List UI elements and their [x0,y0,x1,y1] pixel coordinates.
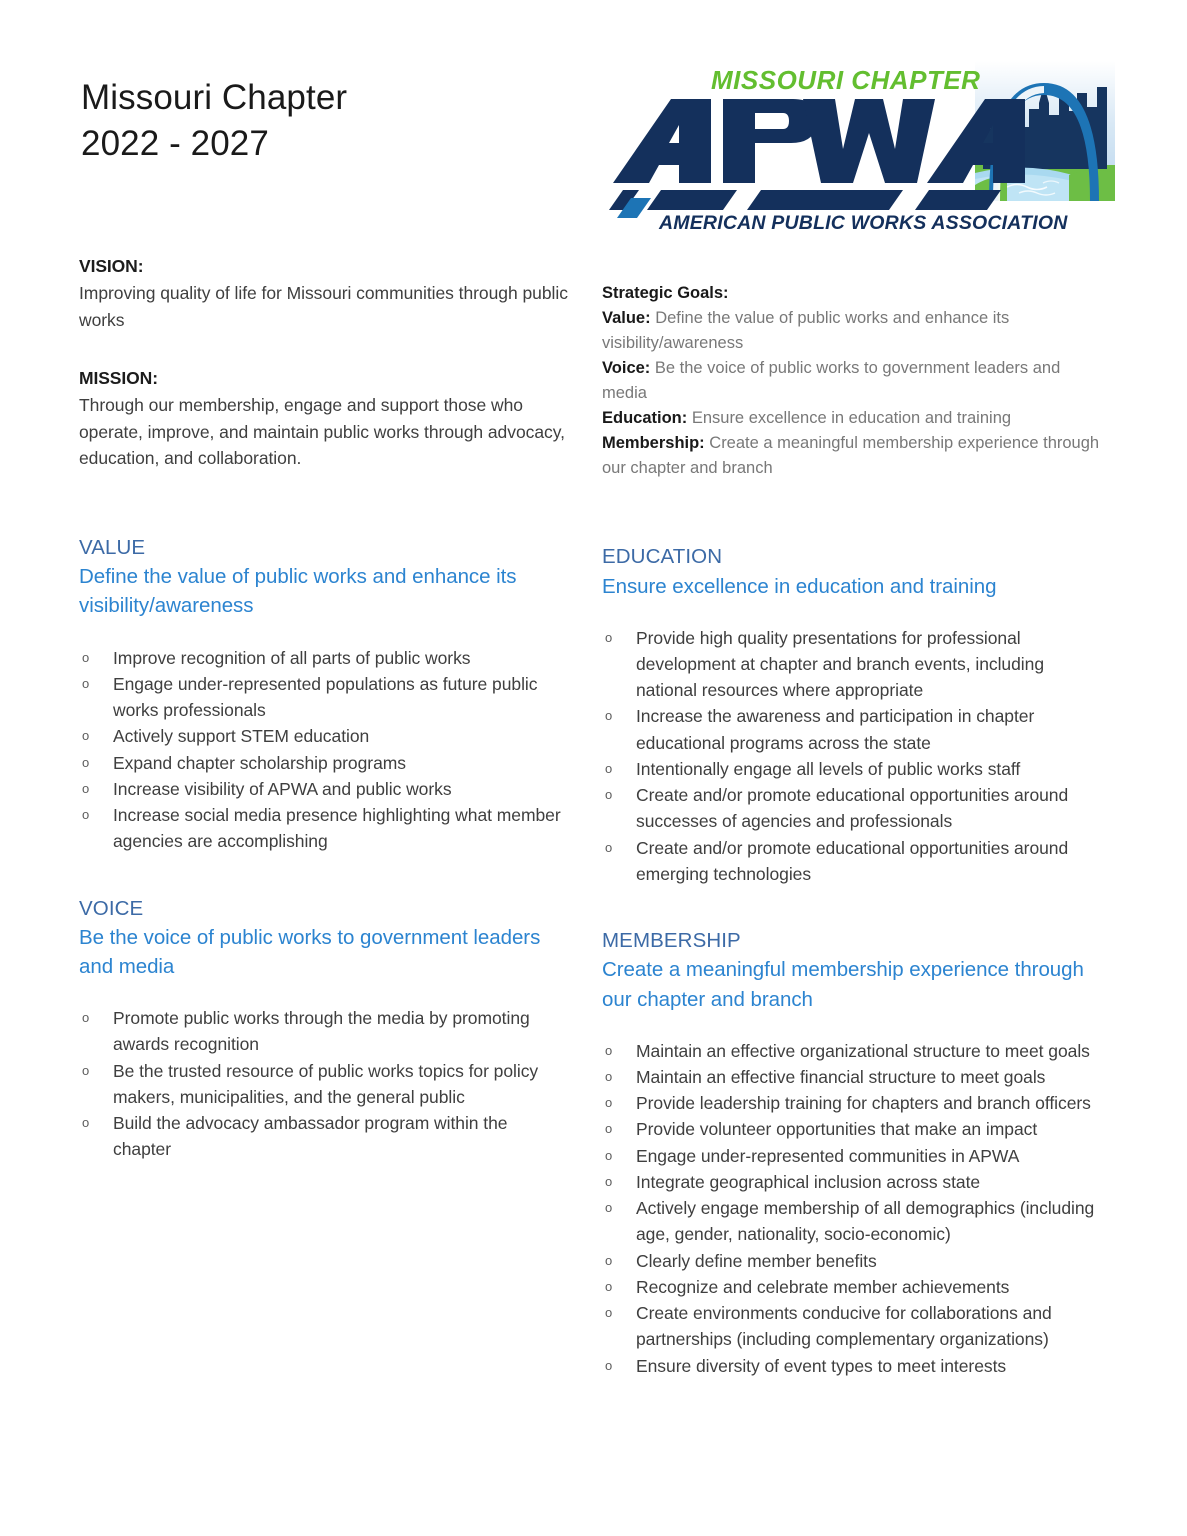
page-header [0,0,1187,250]
mission-label: MISSION: [79,367,158,388]
strategic-goals-block [602,281,1107,481]
list-item [79,723,569,749]
section-value [79,534,569,855]
section-membership [602,927,1107,1379]
list-item [602,625,1107,704]
list-item-text: Maintain an effective financial structure to meet goals [636,1066,1046,1087]
bullet-marker-icon: o [605,1252,613,1268]
bullet-marker-icon: o [82,754,90,770]
spacer [79,621,569,645]
list-item-text: Engage under-represented populations as future public works professionals [113,673,538,721]
apwa-missouri-chapter-logo [603,57,1115,235]
logo-chapter-text: MISSOURI CHAPTER [711,65,981,95]
list-item-text: Increase the awareness and participation in chapter educational programs across the state [636,706,1035,753]
strategic-goal-label: Education: [602,409,688,428]
spacer [79,855,569,895]
bullet-marker-icon: o [82,1010,90,1026]
list-item [602,703,1107,756]
list-item-text: Maintain an effective organizational structure to meet goals [636,1040,1090,1061]
list-item [79,1058,569,1111]
strategic-goal-item [602,356,1107,406]
section-voice [79,895,569,1163]
list-item [602,1353,1107,1379]
list-item [602,1116,1107,1142]
bullet-marker-icon: o [605,1305,613,1321]
section-value-heading: VALUE [79,536,146,560]
bullet-marker-icon: o [605,760,613,776]
right-column [602,281,1107,1379]
strategic-goal-label: Membership: [602,434,705,453]
logo-association-text: AMERICAN PUBLIC WORKS ASSOCIATION [659,212,1068,234]
bullet-marker-icon: o [82,780,90,796]
list-item [602,1143,1107,1169]
bullet-marker-icon: o [605,1042,613,1058]
spacer [79,472,569,534]
bullet-marker-icon: o [82,649,90,665]
list-item-text: Ensure diversity of event types to meet interests [636,1355,1007,1376]
list-item [79,802,569,855]
list-item [602,1195,1107,1248]
list-item [79,1110,569,1163]
bullet-marker-icon: o [605,1147,613,1163]
list-item-text: Integrate geographical inclusion across state [636,1171,981,1192]
bullet-marker-icon: o [605,1278,613,1294]
list-item-text: Be the trusted resource of public works topics for policy makers, municipalities, and the general public [113,1060,539,1107]
bullet-marker-icon: o [605,787,613,803]
list-item-text: Increase social media presence highlighting what member agencies are accomplishing [113,805,561,852]
list-item [602,1090,1107,1116]
list-item-text: Recognize and celebrate member achievements [636,1276,1010,1297]
bullet-marker-icon: o [605,1173,613,1189]
list-item-text: Create and/or promote educational opportunities around successes of agencies and professionals [636,785,1069,832]
list-item [79,671,569,724]
section-education [602,543,1107,887]
strategic-goal-text: Ensure excellence in education and training [687,409,1012,428]
list-item-text: Build the advocacy ambassador program within the chapter [113,1113,508,1160]
bullet-marker-icon: o [82,807,90,823]
list-item-text: Promote public works through the media by promoting awards recognition [113,1008,530,1055]
section-voice-heading: VOICE [79,896,144,920]
spacer [602,481,1107,543]
bullet-marker-icon: o [82,728,90,744]
bullet-marker-icon: o [82,1062,90,1078]
list-item-text: Actively engage membership of all demographics (including age, gender, nationality, socio-economic) [636,1198,1095,1245]
list-item [602,835,1107,888]
section-education-heading: EDUCATION [602,545,723,569]
list-item-text: Intentionally engage all levels of public works staff [636,758,1021,779]
logo-apwa-wordmark [613,99,1025,183]
bullet-marker-icon: o [605,839,613,855]
vision-label: VISION: [79,256,144,276]
strategic-goal-item [602,406,1107,431]
list-item [602,782,1107,835]
bullet-marker-icon: o [605,1200,613,1216]
list-item [79,1005,569,1058]
section-voice-bullets [79,1005,569,1163]
list-item-text: Provide volunteer opportunities that make an impact [636,1119,1038,1140]
list-item [79,645,569,671]
spacer [602,1014,1107,1038]
strategic-goal-text: Define the value of public works and enhance its visibility/awareness [602,308,1010,352]
mission-block [79,365,569,472]
bullet-marker-icon: o [605,708,613,724]
section-membership-subheading: Create a meaningful membership experience through our chapter and branch [602,958,1084,1011]
list-item-text: Create and/or promote educational opportunities around emerging technologies [636,837,1069,884]
title-line-2: 2022 - 2027 [81,124,269,164]
list-item [602,1038,1107,1064]
spacer [602,887,1107,927]
strategic-goal-text: Create a meaningful membership experience through our chapter and branch [602,434,1100,478]
strategic-goal-label: Voice: [602,358,651,377]
section-value-subheading: Define the value of public works and enhance its visibility/awareness [79,565,517,618]
list-item-text: Increase visibility of APWA and public works [113,778,452,799]
bullet-marker-icon: o [82,1115,90,1131]
section-value-bullets [79,645,569,855]
list-item [602,756,1107,782]
spacer [602,601,1107,625]
list-item [602,1169,1107,1195]
title-line-1: Missouri Chapter [81,78,348,117]
list-item [602,1064,1107,1090]
list-item [602,1300,1107,1353]
spacer [79,334,569,365]
bullet-marker-icon: o [605,1121,613,1137]
list-item-text: Create environments conducive for collaborations and partnerships (including complementary organizations) [636,1303,1052,1350]
strategic-goal-text: Be the voice of public works to government leaders and media [602,358,1061,402]
section-voice-subheading: Be the voice of public works to government leaders and media [79,925,541,978]
list-item-text: Expand chapter scholarship programs [113,752,406,773]
bullet-marker-icon: o [82,675,90,691]
strategic-goals-list [602,306,1107,482]
list-item-text: Clearly define member benefits [636,1250,877,1271]
list-item [79,776,569,802]
strategic-goal-item [602,306,1107,356]
list-item-text: Actively support STEM education [113,726,370,747]
mission-text: Through our membership, engage and support those who operate, improve, and maintain public works through advocacy, education, and collaboration. [79,394,565,469]
vision-text: Improving quality of life for Missouri communities through public works [79,283,568,330]
list-item [79,750,569,776]
bullet-marker-icon: o [605,1068,613,1084]
strategic-goal-label: Value: [602,308,651,327]
list-item-text: Engage under-represented communities in APWA [636,1145,1020,1166]
bullet-marker-icon: o [605,1357,613,1373]
bullet-marker-icon: o [605,629,613,645]
list-item-text: Provide leadership training for chapters and branch officers [636,1093,1091,1114]
strategic-goal-item [602,431,1107,481]
section-membership-bullets [602,1038,1107,1379]
vision-block [79,253,569,334]
bullet-marker-icon: o [605,1095,613,1111]
list-item-text: Improve recognition of all parts of public works [113,647,471,668]
left-column [79,253,569,1163]
page-title [81,75,347,167]
section-education-subheading: Ensure excellence in education and training [602,574,997,598]
section-membership-heading: MEMBERSHIP [602,929,741,953]
list-item [602,1274,1107,1300]
strategic-goals-title: Strategic Goals: [602,284,729,302]
spacer [79,981,569,1005]
list-item-text: Provide high quality presentations for professional development at chapter and branch events, including national resources where appropriate [636,627,1044,701]
list-item [602,1248,1107,1274]
section-education-bullets [602,625,1107,888]
